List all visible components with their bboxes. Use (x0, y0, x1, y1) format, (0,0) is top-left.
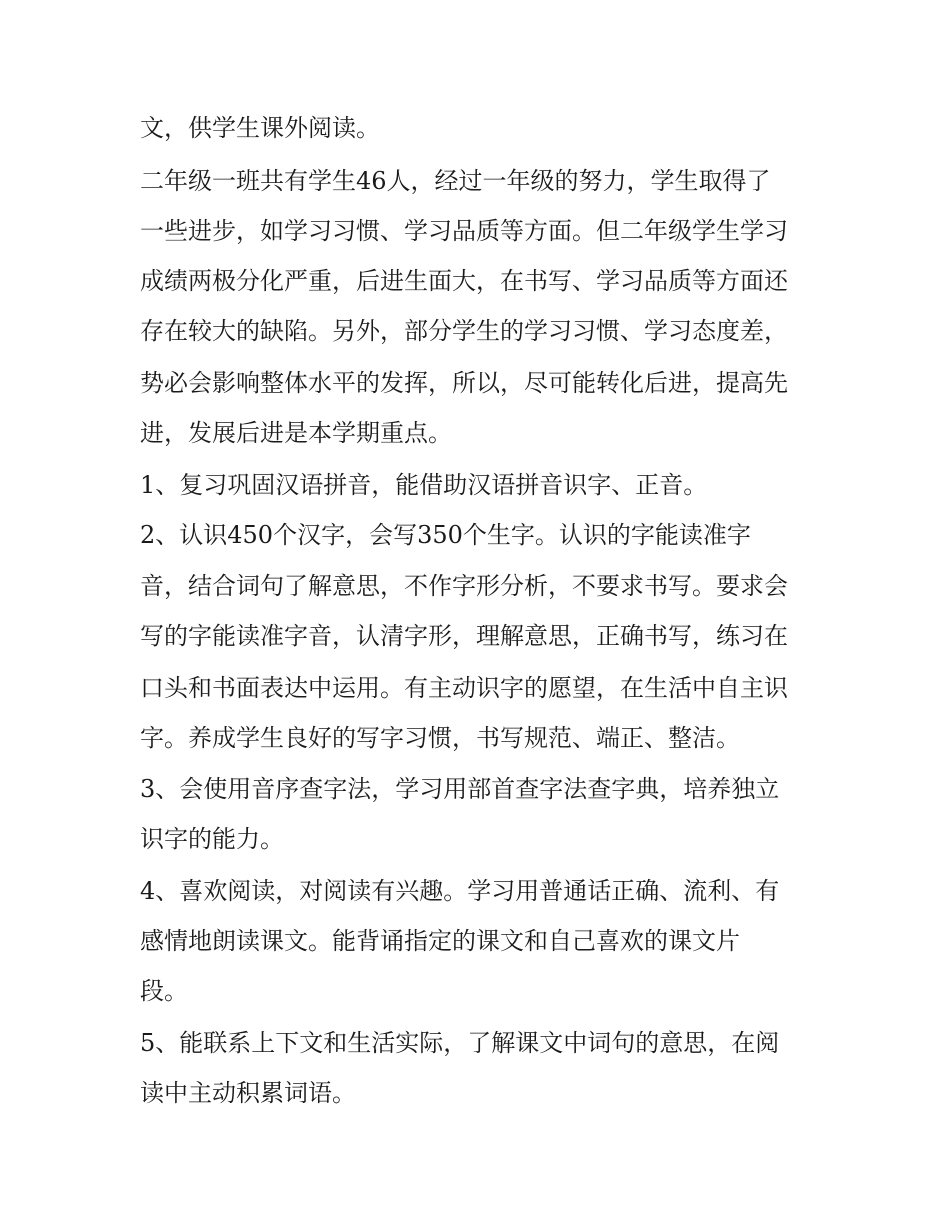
text-line: 感情地朗读课文。能背诵指定的课文和自己喜欢的课文片 (140, 927, 740, 955)
text-line: 识字的能力。 (140, 825, 284, 853)
text-line: 3、会使用音序查字法，学习用部首查字法查字典，培养独立 (140, 775, 780, 803)
text-line: 势必会影响整体水平的发挥，所以，尽可能转化后进，提高先 (140, 369, 788, 397)
text-line: 音，结合词句了解意思，不作字形分析，不要求书写。要求会 (140, 572, 788, 600)
text-line: 4、喜欢阅读，对阅读有兴趣。学习用普通话正确、流利、有 (140, 877, 780, 905)
text-line: 段。 (140, 977, 188, 1005)
text-line: 进，发展后进是本学期重点。 (140, 419, 452, 447)
text-line: 读中主动积累词语。 (140, 1079, 356, 1107)
text-line: 口头和书面表达中运用。有主动识字的愿望，在生活中自主识 (140, 674, 788, 702)
text-line: 2、认识450个汉字，会写350个生字。认识的字能读准字 (140, 521, 751, 549)
text-line: 文，供学生课外阅读。 (140, 114, 380, 142)
text-line: 存在较大的缺陷。另外，部分学生的学习习惯、学习态度差， (140, 317, 788, 345)
text-line: 1、复习巩固汉语拼音，能借助汉语拼音识字、正音。 (140, 471, 708, 499)
text-line: 5、能联系上下文和生活实际，了解课文中词句的意思，在阅 (140, 1029, 780, 1057)
text-line: 一些进步，如学习习惯、学习品质等方面。但二年级学生学习 (140, 217, 788, 245)
text-line: 字。养成学生良好的写字习惯，书写规范、端正、整洁。 (140, 724, 740, 752)
text-line: 成绩两极分化严重，后进生面大，在书写、学习品质等方面还 (140, 267, 788, 295)
text-line: 写的字能读准字音，认清字形，理解意思，正确书写，练习在 (140, 622, 788, 650)
text-line: 二年级一班共有学生46人，经过一年级的努力，学生取得了 (140, 167, 771, 195)
